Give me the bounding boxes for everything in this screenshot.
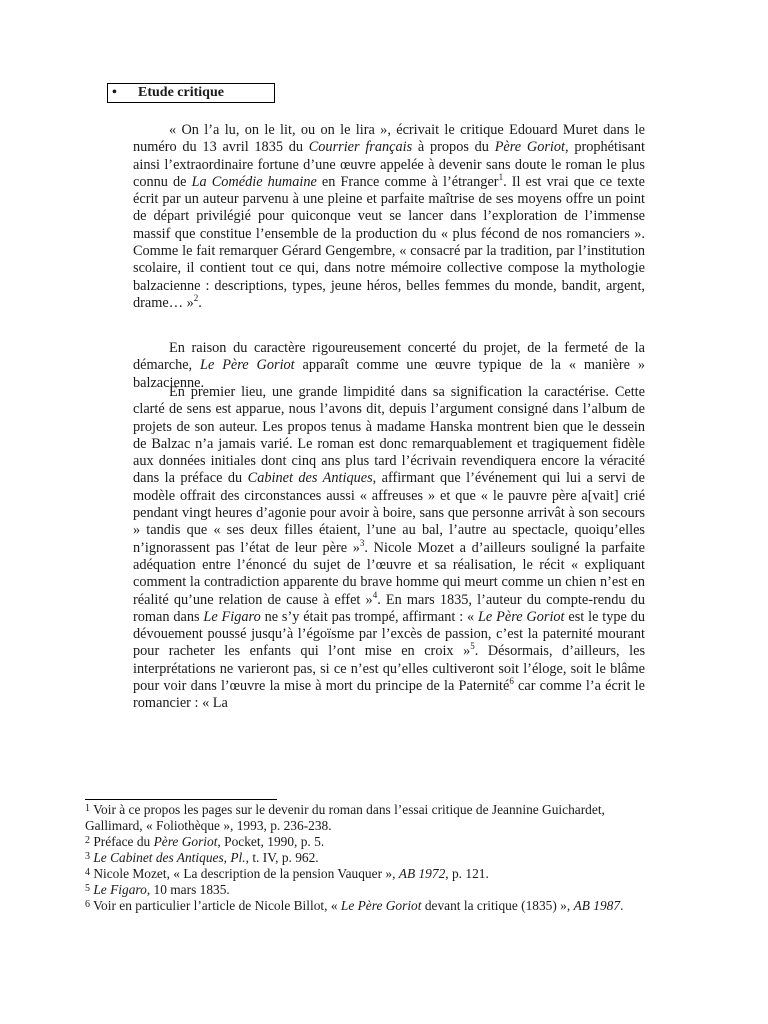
- footnote-ref: 5: [470, 641, 475, 652]
- italic-title: Le Père Goriot: [477, 608, 565, 625]
- text-run: En premier lieu, une grande limpidité dans sa signification la caractérise. Cette clarté de sens est apparue, nous l’avons dit, depuis l’argument consigné dans l’album de projets de son auteur. Les propos tenus à madame Hanska montrent bien que le dessein de Balzac n’a jamais varié. Le roman est donc remarquablement et tragiquement fidèle aux données initiales dont cinq ans plus tard l’écrivain revendiquera encore la véracité dans la préface du: [133, 384, 645, 487]
- footnote-1: [85, 802, 645, 834]
- text-run: . Nicole Mozet a d’ailleurs souligné la parfaite adéquation entre l’énoncé du sujet de l’œuvre et sa réalisation, le récit « expliquant comment la contradiction apparente du brave homme qui meurt comme un chien n’est en réalité qu’une relation de cause à effet »: [133, 539, 645, 608]
- paragraph-intro: [133, 122, 645, 312]
- footnote-ref: 1: [85, 803, 90, 814]
- footnote-5: [85, 882, 645, 898]
- italic-title: AB 1972: [398, 866, 446, 881]
- italic-title: Pl.: [230, 850, 246, 865]
- text-run: , p. 121.: [445, 866, 489, 881]
- footnote-ref: 6: [509, 676, 514, 687]
- section-heading: [107, 83, 275, 103]
- italic-title: Le Père Goriot: [200, 357, 295, 374]
- italic-title: Père Goriot: [153, 834, 218, 849]
- text-run: , 10 mars 1835.: [146, 882, 230, 897]
- text-run: .: [198, 294, 202, 311]
- footnote-ref: 4: [85, 867, 90, 878]
- footnotes: [85, 802, 645, 914]
- footnote-ref: 3: [359, 537, 365, 548]
- footnote-ref: 1: [498, 172, 504, 183]
- footnote-ref: 5: [85, 883, 90, 894]
- footnote-ref: 2: [193, 293, 199, 304]
- text-run: Préface du: [90, 834, 154, 849]
- text-run: , t. IV, p. 962.: [245, 850, 319, 865]
- italic-title: Cabinet des Antiques: [247, 470, 373, 487]
- text-run: à propos du: [412, 139, 495, 156]
- text-run: ne s’y était pas trompé, affirmant : «: [260, 608, 478, 625]
- text-run: devant la critique (1835) »,: [421, 898, 574, 913]
- footnote-2: [85, 834, 645, 850]
- text-run: Voir à ce propos les pages sur le devenir du roman dans l’essai critique de Jeannine Guichardet, Gallimard, « Foliothèque », 1993, p. 236-238.: [85, 802, 605, 833]
- paragraph-limpidity: [133, 384, 645, 713]
- text-run: , Pocket, 1990, p. 5.: [217, 834, 325, 849]
- text-run: apparaît comme une œuvre typique de la « manière » balzacienne.: [133, 357, 645, 391]
- text-run: « On l’a lu, on le lit, ou on le lira », écrivait le critique Edouard Muret dans le numéro du 13 avril 1835 du: [133, 122, 645, 156]
- italic-title: Père Goriot: [494, 139, 566, 156]
- text-run: car comme l’a écrit le romancier : « La: [133, 678, 646, 712]
- footnote-ref: 3: [85, 851, 90, 862]
- italic-title: Le Figaro: [93, 882, 147, 897]
- footnote-6: [85, 898, 645, 914]
- footnote-3: [85, 850, 645, 866]
- italic-title: Le Cabinet des Antiques: [93, 850, 224, 865]
- text-run: Voir en particulier l’article de Nicole Billot, «: [90, 898, 341, 913]
- italic-title: Le Père Goriot: [340, 898, 422, 913]
- text-run: .: [620, 898, 624, 913]
- text-run: Nicole Mozet, « La description de la pension Vauquer »,: [90, 866, 399, 881]
- text-run: , prophétisant ainsi l’extraordinaire fortune d’une œuvre appelée à devenir sans doute le roman le plus connu de: [133, 139, 645, 190]
- section-title: Etude critique: [138, 85, 224, 100]
- text-run: . Il est vrai que ce texte écrit par un auteur parvenu à une pleine et parfaite maîtrise de ses moyens offre un point de départ privilégié pour quiconque veut se lancer dans l’exploration de l’immense massif que constitue l’ensemble de la production du « plus fécond de nos romanciers ». Comme le fait remarquer Gérard Gengembre, « consacré par la tradition, par l’institution scolaire, il contient tout ce qui, dans notre mémoire collective compose la mythologie balzacienne : descriptions, types, jeune héros, belles femmes du monde, bandit, argent, drame… »: [133, 173, 645, 311]
- footnote-4: [85, 866, 645, 882]
- text-run: En raison du caractère rigoureusement concerté du projet, de la fermeté de la démarche,: [133, 340, 645, 374]
- bullet-marker: •: [112, 85, 117, 100]
- italic-title: Courrier français: [308, 139, 413, 156]
- text-run: ,: [223, 850, 231, 865]
- text-run: . Désormais, d’ailleurs, les interprétations ne varieront pas, si ce n’est qu’elles cultiveront soit l’éloge, soit le blâme pour voir dans l’œuvre la mise à mort du principe de la Paternité: [133, 643, 646, 695]
- footnote-separator: [85, 799, 277, 800]
- footnote-ref: 2: [85, 835, 90, 846]
- text-run: . En mars 1835, l’auteur du compte-rendu du roman dans: [133, 591, 645, 625]
- text-run: est le type du dévouement poussé jusqu’à l’égoïsme par l’excès de passion, c’est la paternité mourant pour racheter les enfants qui l’ont mise en croix »: [133, 608, 645, 660]
- italic-title: AB 1987: [573, 898, 621, 913]
- italic-title: La Comédie humaine: [191, 173, 317, 190]
- text-run: en France comme à l’étranger: [316, 173, 499, 190]
- italic-title: Le Figaro: [203, 608, 261, 625]
- text-run: , affirmant que l’événement qui lui a servi de modèle offrait des circonstances aussi « affreuses » et que « le pauvre père a[vait] crié pendant vingt heures d’agonie pour avoir à boire, sans que personne arrivât à son secours » tandis que « ses deux filles étaient, l’une au bal, l’autre au spectacle, quoiqu’elles n’ignorassent pas l’état de leur père »: [133, 470, 645, 556]
- footnote-ref: 4: [372, 589, 378, 600]
- footnote-ref: 6: [85, 899, 90, 910]
